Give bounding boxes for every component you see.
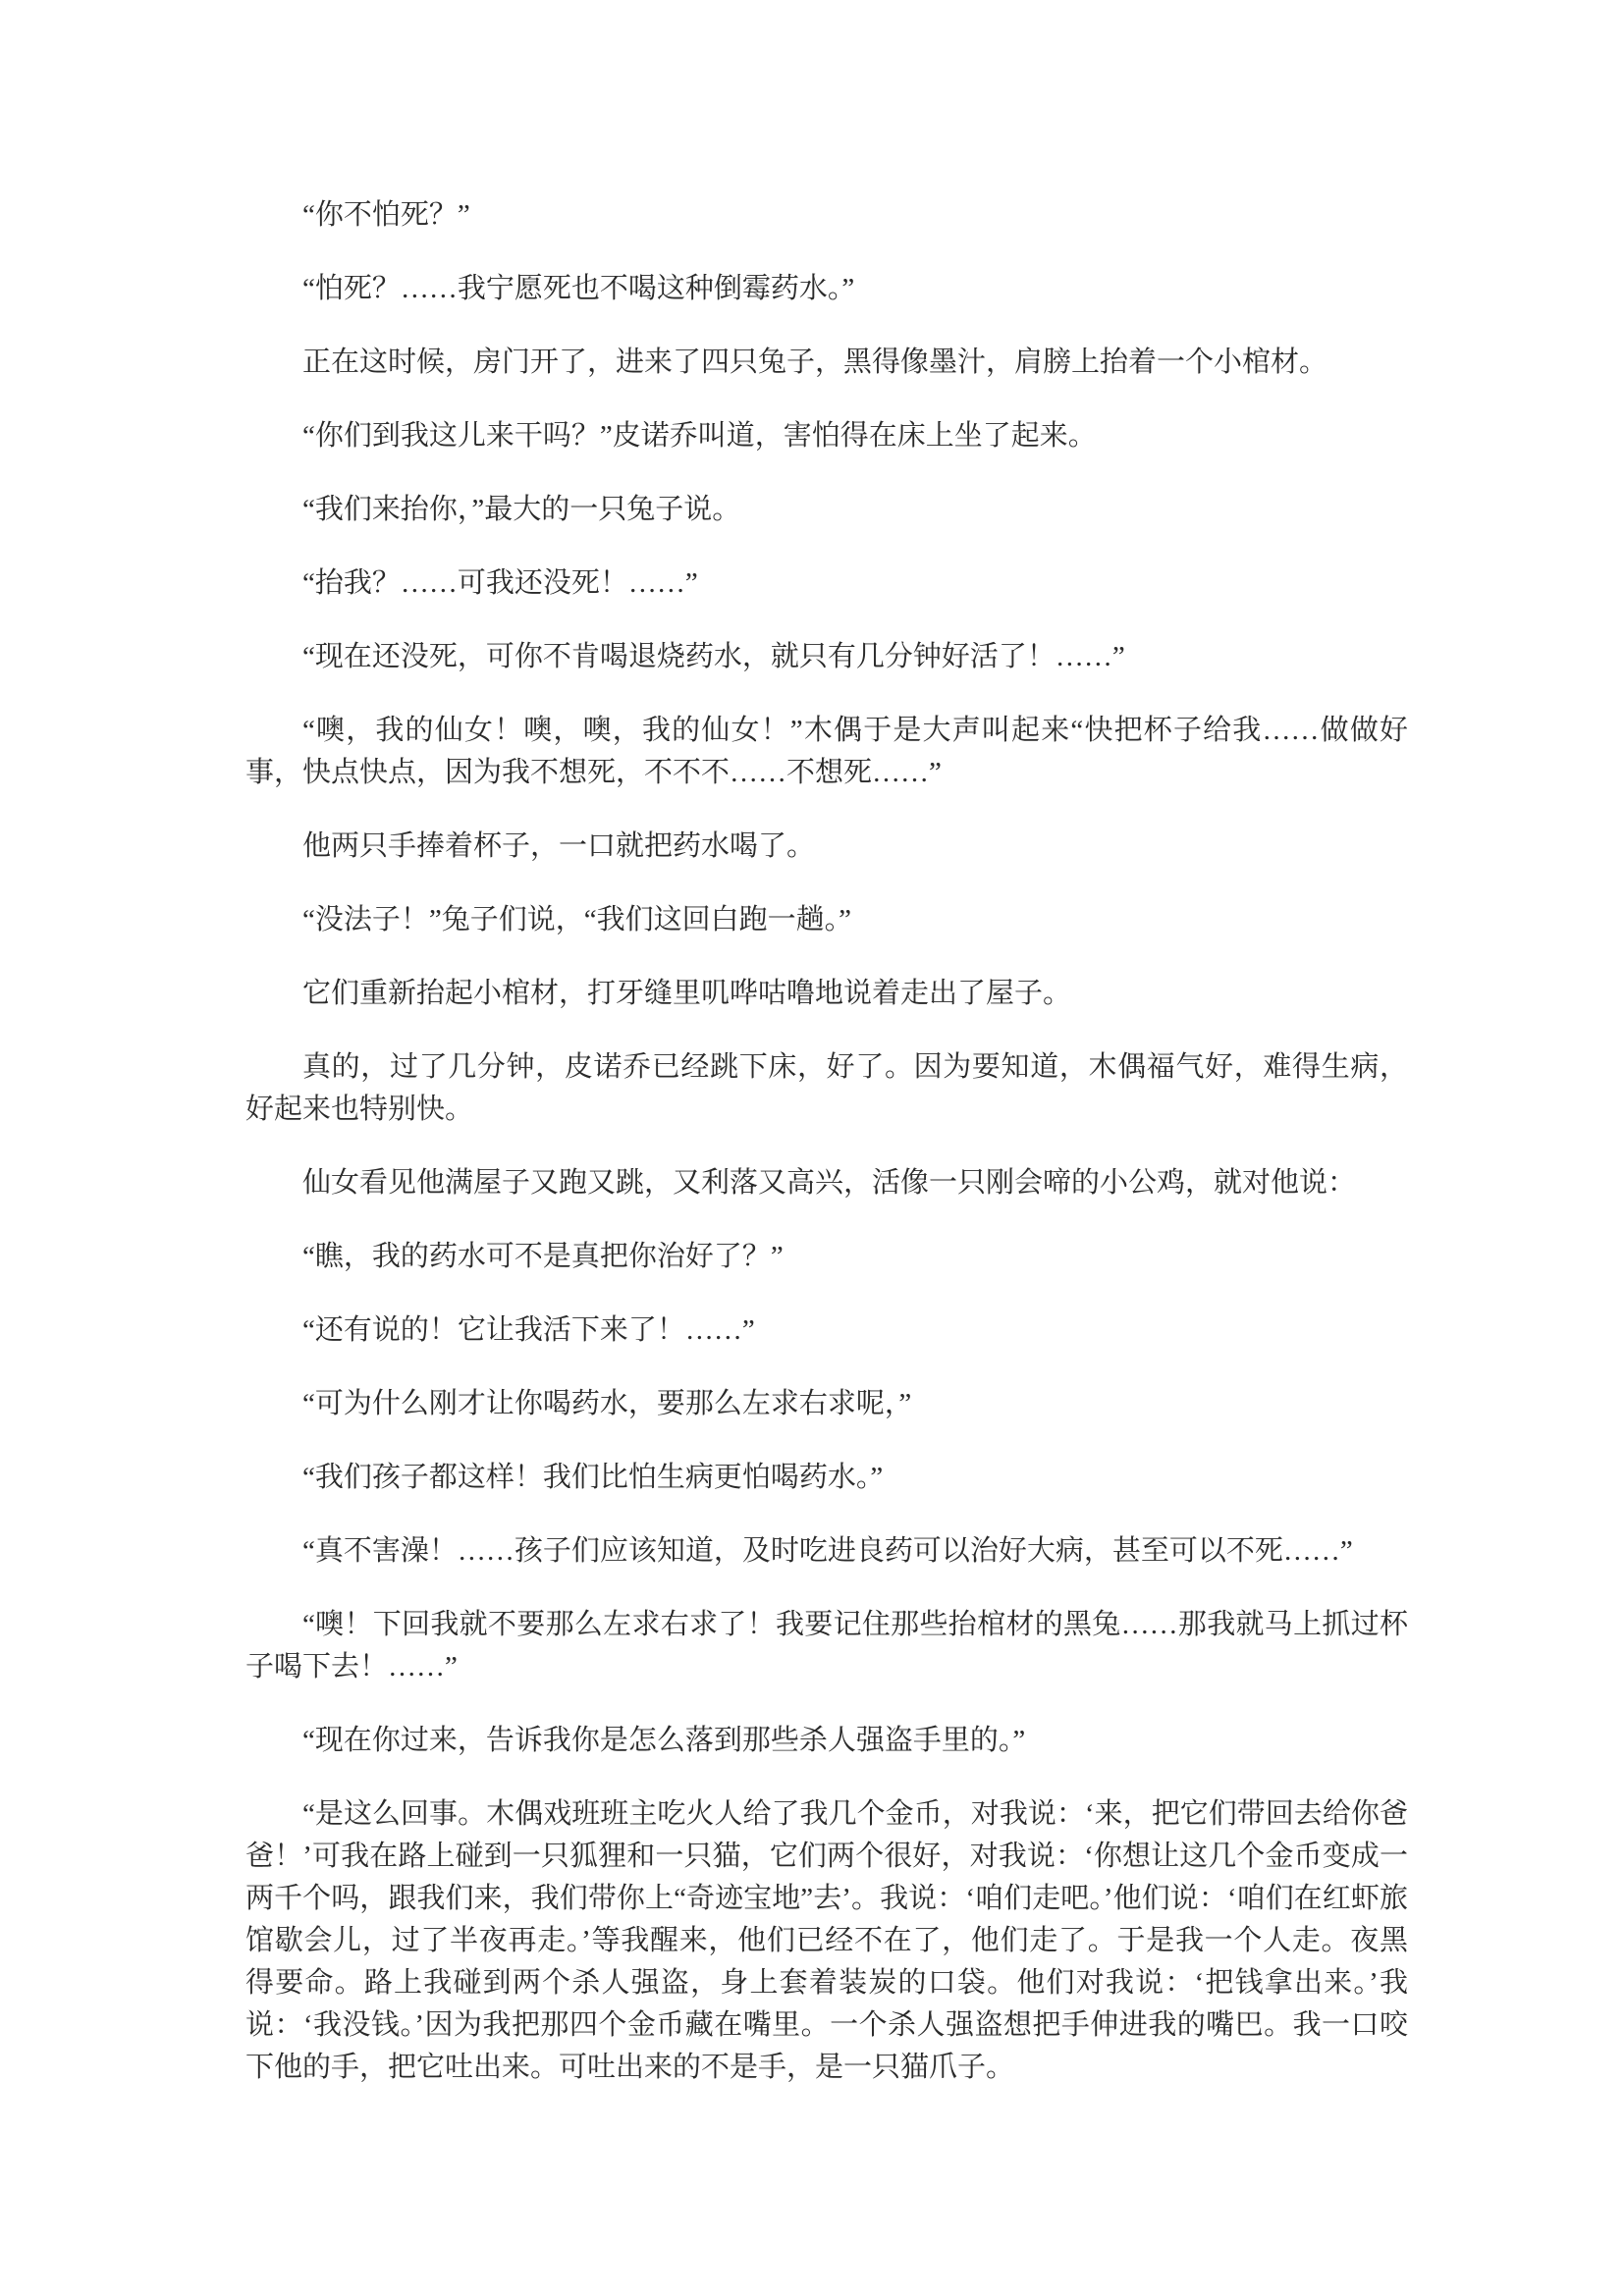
paragraph-21: “是这么回事。木偶戏班班主吃火人给了我几个金币，对我说：‘来，把它们带回去给你爸爸！’可我在路上碰到一只狐狸和一只猫，它们两个很好，对我说：‘你想让这几个金币变成一两千个吗，跟我们来，我们带你上“奇迹宝地”去’。我说：‘咱们走吧。’他们说：‘咱们在红虾旅馆歇会儿，过了半夜再走。’等我醒来，他们已经不在了，他们走了。于是我一个人走。夜黑得要命。路上我碰到两个杀人强盗，身上套着装炭的口袋。他们对我说：‘把钱拿出来。’我说：‘我没钱。’因为我把那四个金币藏在嘴里。一个杀人强盗想把手伸进我的嘴巴。我一口咬下他的手，把它吐出来。可吐出来的不是手，是一只猫爪子。 [245, 1798, 1408, 2083]
paragraph-9: 他两只手捧着杯子，一口就把药水喝了。 [302, 830, 816, 862]
paragraph-18: “真不害澡！……孩子们应该知道，及时吃进良药可以治好大病，甚至可以不死……” [302, 1535, 1353, 1567]
paragraph-1: “你不怕死？” [302, 199, 470, 231]
paragraph-6: “抬我？……可我还没死！……” [302, 567, 698, 599]
paragraph-8: “噢，我的仙女！噢，噢，我的仙女！”木偶于是大声叫起来“快把杯子给我……做做好事，快点快点，因为我不想死，不不不……不想死……” [245, 715, 1408, 788]
paragraph-12: 真的，过了几分钟，皮诺乔已经跳下床，好了。因为要知道，木偶福气好，难得生病，好起来也特别快。 [245, 1051, 1408, 1125]
paragraph-17: “我们孩子都这样！我们比怕生病更怕喝药水。” [302, 1462, 884, 1493]
paragraph-14: “瞧，我的药水可不是真把你治好了？” [302, 1241, 784, 1272]
paragraph-4: “你们到我这儿来干吗？”皮诺乔叫道，害怕得在床上坐了起来。 [302, 420, 1097, 452]
paragraph-2: “怕死？……我宁愿死也不喝这种倒霉药水。” [302, 273, 855, 304]
paragraph-19: “噢！下回我就不要那么左求右求了！我要记住那些抬棺材的黑兔……那我就马上抓过杯子喝下去！……” [245, 1609, 1408, 1682]
paragraph-10: “没法子！”兔子们说，“我们这回白跑一趟。” [302, 904, 851, 935]
paragraph-20: “现在你过来，告诉我你是怎么落到那些杀人强盗手里的。” [302, 1725, 1026, 1756]
paragraph-11: 它们重新抬起小棺材，打牙缝里叽哗咕噜地说着走出了屋子。 [302, 978, 1072, 1009]
paragraph-5: “我们来抬你，”最大的一只兔子说。 [302, 494, 741, 525]
paragraph-13: 仙女看见他满屋子又跑又跳，又利落又高兴，活像一只刚会啼的小公鸡，就对他说： [302, 1167, 1357, 1199]
paragraph-3: 正在这时候，房门开了，进来了四只兔子，黑得像墨汁，肩膀上抬着一个小棺材。 [302, 347, 1328, 378]
paragraph-7: “现在还没死，可你不肯喝退烧药水，就只有几分钟好活了！……” [302, 641, 1125, 672]
paragraph-16: “可为什么刚才让你喝药水，要那么左求右求呢，” [302, 1388, 912, 1419]
paragraph-15: “还有说的！它让我活下来了！……” [302, 1314, 755, 1346]
text-body [245, 194, 1408, 2120]
